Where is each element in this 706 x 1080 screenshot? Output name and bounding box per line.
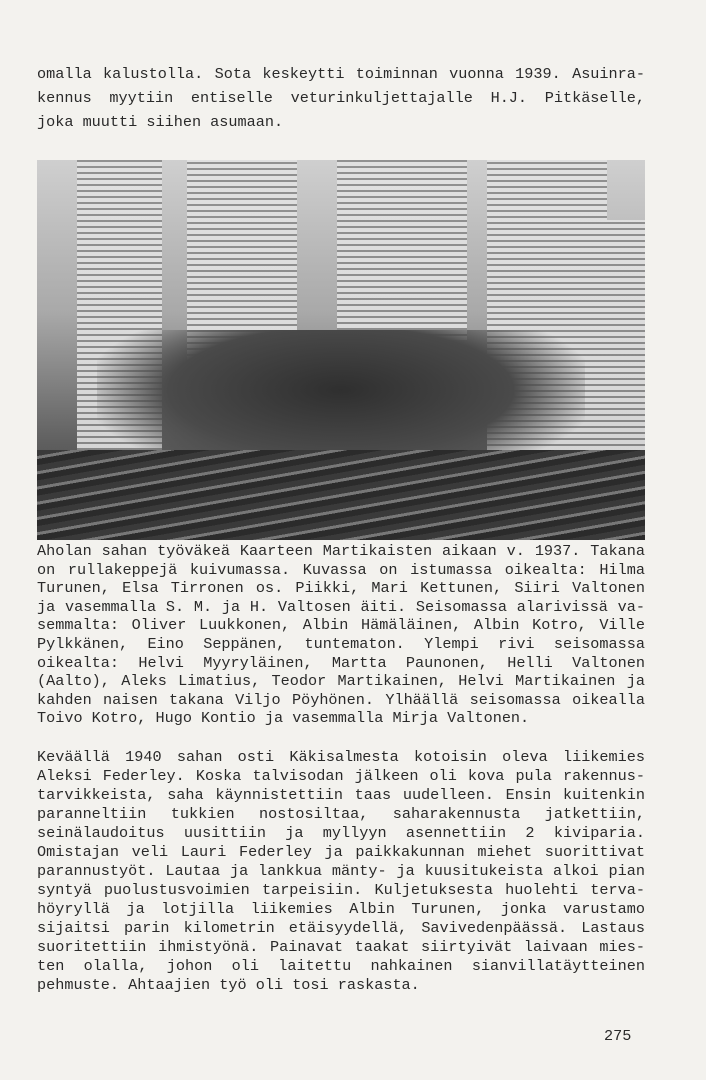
text-line: (Aalto), Aleks Limatius, Teodor Martikainen, Helvi Martikainen ja [37,672,645,691]
text-line: paranneltiin tukkien nostosiltaa, saharakennusta jatkettiin, [37,805,645,823]
text-line: tarvikkeista, saha käynnistettiin taas uudelleen. Ensin kuitenkin [37,786,645,804]
text-line: höyryllä ja lotjilla liikemies Albin Turunen, jonka varustamo [37,900,645,918]
text-line: Aholan sahan työväkeä Kaarteen Martikaisten aikaan v. 1937. Takana [37,542,645,560]
text-line: on rullakeppejä kuivumassa. Kuvassa on istumassa oikealta: Hilma [37,560,645,579]
text-line: suoritettiin ihmistyönä. Painavat taakat siirtyivät laivaan mies- [37,938,645,956]
text-line: Toivo Kotro, Hugo Kontio ja vasemmalla Mirja Valtonen. [37,709,530,728]
text-line: Omistajan veli Lauri Federley ja paikkakunnan miehet suorittivat [37,843,645,861]
text-line: Aleksi Federley. Koska talvisodan jälkeen oli kova pula rakennus- [37,767,645,785]
text-line: parannustyöt. Lautaa ja lankkua mänty- ja kuusitukeista alkoi pian [37,862,645,880]
text-line: oikealta: Helvi Myyryläinen, Martta Paunonen, Helli Valtonen [37,653,645,672]
text-line: ja vasemmalla S. M. ja H. Valtosen äiti. Seisomassa alarivissä va- [37,597,645,616]
text-line: omalla kalustolla. Sota keskeytti toiminnan vuonna 1939. Asuinra- [37,65,645,83]
lumber-stack [337,160,467,340]
top-paragraph [37,62,645,134]
text-line: ten olalla, johon oli laitettu nahkainen sianvillatäytteinen [37,957,645,975]
text-line: Keväällä 1940 sahan osti Käkisalmesta kotoisin oleva liikemies [37,748,645,766]
text-line: Pylkkänen, Eino Seppänen, tuntematon. Ylempi rivi seisomassa [37,634,645,653]
log-ground [37,450,645,540]
text-line: pehmuste. Ahtaajien työ oli tosi raskasta. [37,976,420,994]
lumber-stack [607,220,645,450]
text-line: kennus myytiin entiselle veturinkuljettajalle H.J. Pitkäselle, [37,89,645,107]
page-number: 275 [604,1027,632,1045]
body-paragraph [37,748,645,995]
text-line: sijaitsi parin kilometrin etäisyydellä, Savivedenpäässä. Lastaus [37,919,645,937]
text-line: syntyä puolustusvoimien tarpeisiin. Kuljetuksesta huolehti terva- [37,881,645,899]
text-line: Turunen, Elsa Tirronen os. Piikki, Mari Kettunen, Siiri Valtonen [37,579,645,598]
text-line: joka muutti siihen asumaan. [37,113,284,131]
text-line: seinälaudoitus uusittiin ja myllyyn asennettiin 2 kiviparia. [37,824,645,842]
group-photo [37,160,645,540]
text-line: semmalta: Oliver Luukkonen, Albin Hämäläinen, Albin Kotro, Ville [37,616,645,635]
text-line: kahden naisen takana Viljo Pöyhönen. Ylhäällä seisomassa oikealla [37,690,645,709]
photo-caption [37,542,645,728]
